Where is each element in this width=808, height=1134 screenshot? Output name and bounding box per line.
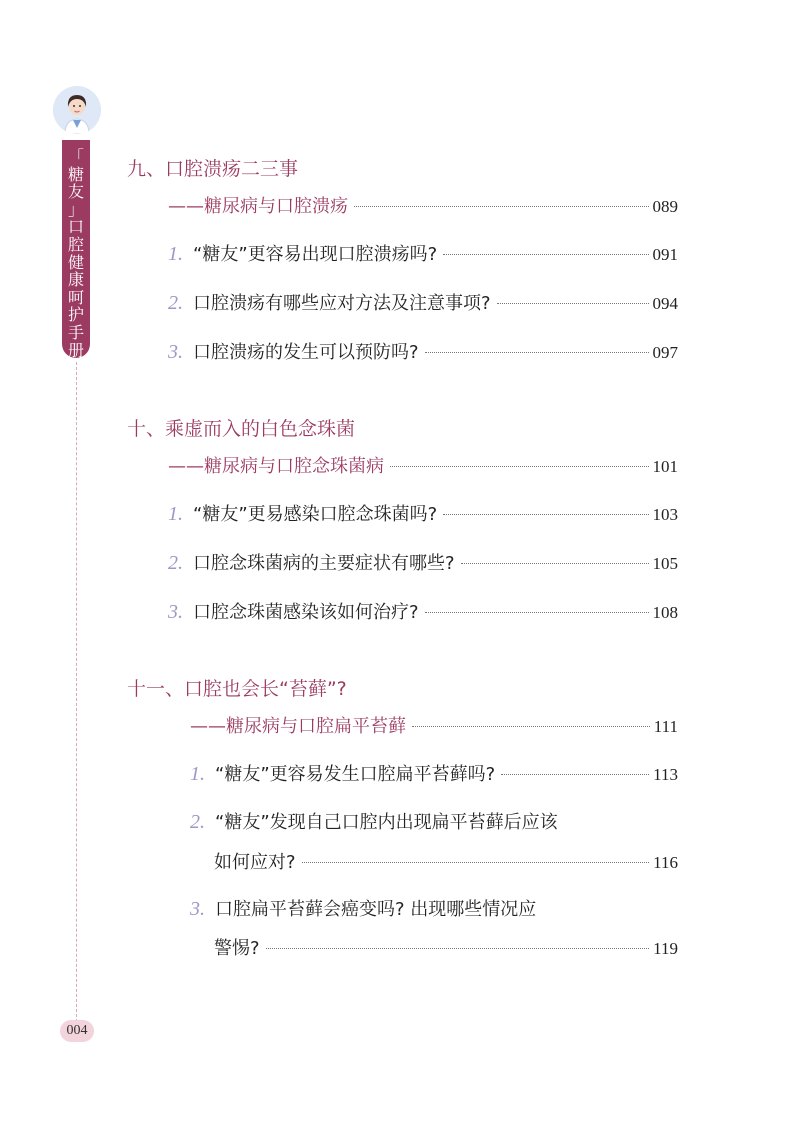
page-ref: 097 <box>652 343 678 362</box>
toc-entry[interactable] <box>168 549 678 575</box>
rail-char: 手 <box>67 322 84 342</box>
book-title-vertical <box>62 148 90 359</box>
subtitle-text: ——糖尿病与口腔扁平苔藓 <box>190 716 406 737</box>
rail-char: 「 <box>67 147 84 166</box>
rail-char: 呵 <box>67 287 84 307</box>
item-text: “糖友”更容易出现口腔溃疡吗? <box>193 244 438 265</box>
item-text: “糖友”发现自己口腔内出现扁平苔藓后应该 <box>215 812 558 833</box>
dot-leader <box>354 206 649 207</box>
toc-entry[interactable] <box>168 500 678 526</box>
item-text-line2: 如何应对? <box>214 852 296 873</box>
dot-leader <box>425 352 649 353</box>
page-ref: 089 <box>652 197 678 216</box>
dot-leader <box>443 514 648 515</box>
doctor-avatar <box>53 86 101 134</box>
toc-entry-continuation[interactable] <box>214 934 678 960</box>
item-number: 2. <box>168 292 183 314</box>
page-ref: 113 <box>653 765 678 784</box>
rail-char: 口 <box>67 217 84 237</box>
item-number: 2. <box>190 811 205 833</box>
item-number: 2. <box>168 552 183 574</box>
rail-char: 护 <box>67 305 84 325</box>
toc-entry[interactable] <box>168 598 678 624</box>
section-title-11: 十一、口腔也会长“苔藓”? <box>127 678 347 700</box>
item-text: “糖友”更容易发生口腔扁平苔藓吗? <box>215 764 496 785</box>
page-ref: 091 <box>652 245 678 264</box>
toc-entry-subtitle-11[interactable] <box>190 712 678 738</box>
page-ref: 108 <box>652 603 678 622</box>
toc-entry[interactable] <box>168 338 678 364</box>
toc-entry[interactable] <box>168 289 678 315</box>
toc-entry[interactable] <box>168 240 678 266</box>
rail-char: 健 <box>67 252 84 272</box>
rail-char: 」 <box>67 199 84 219</box>
toc-entry-continuation[interactable] <box>214 848 678 874</box>
dot-leader <box>302 862 650 863</box>
dot-leader <box>497 303 649 304</box>
item-text: 口腔念珠菌感染该如何治疗? <box>193 602 419 623</box>
dot-leader <box>412 726 650 727</box>
page-ref: 103 <box>652 505 678 524</box>
toc-entry-multiline[interactable] <box>190 895 536 921</box>
dot-leader <box>461 563 649 564</box>
item-text: 口腔溃疡的发生可以预防吗? <box>193 342 419 363</box>
subtitle-text: ——糖尿病与口腔念珠菌病 <box>168 456 384 477</box>
page-ref: 105 <box>652 554 678 573</box>
dot-leader <box>501 774 649 775</box>
rail-char: 腔 <box>67 234 84 254</box>
item-number: 1. <box>168 503 183 525</box>
toc-entry-subtitle-10[interactable] <box>168 452 678 478</box>
rail-char: 康 <box>67 270 84 290</box>
section-title-10: 十、乘虚而入的白色念珠菌 <box>127 418 356 440</box>
rail-char: 册 <box>67 340 84 360</box>
page-ref: 119 <box>653 939 678 958</box>
item-text-line2: 警惕? <box>214 938 260 959</box>
subtitle-text: ——糖尿病与口腔溃疡 <box>168 196 348 217</box>
item-number: 3. <box>190 898 205 920</box>
item-number: 3. <box>168 341 183 363</box>
dot-leader <box>266 948 650 949</box>
item-number: 3. <box>168 601 183 623</box>
toc-entry-multiline[interactable] <box>190 808 558 834</box>
item-number: 1. <box>168 243 183 265</box>
page-ref: 116 <box>653 853 678 872</box>
sidebar-dotted-line <box>76 362 77 1022</box>
dot-leader <box>425 612 649 613</box>
sidebar-book-title <box>62 140 90 358</box>
item-text: 口腔溃疡有哪些应对方法及注意事项? <box>193 293 491 314</box>
page-ref: 111 <box>653 717 678 736</box>
rail-char: 友 <box>67 182 84 202</box>
section-title-9: 九、口腔溃疡二三事 <box>127 158 299 180</box>
page-ref: 101 <box>652 457 678 476</box>
page-ref: 094 <box>652 294 678 313</box>
toc-entry-subtitle-9[interactable] <box>168 192 678 218</box>
dot-leader <box>390 466 649 467</box>
dot-leader <box>443 254 648 255</box>
page-number: 004 <box>60 1020 94 1042</box>
item-number: 1. <box>190 763 205 785</box>
item-text: 口腔念珠菌病的主要症状有哪些? <box>193 553 455 574</box>
item-text: 口腔扁平苔藓会癌变吗? 出现哪些情况应 <box>215 899 537 920</box>
item-text: “糖友”更易感染口腔念珠菌吗? <box>193 504 438 525</box>
rail-char: 糖 <box>67 164 84 184</box>
toc-entry[interactable] <box>190 760 678 786</box>
